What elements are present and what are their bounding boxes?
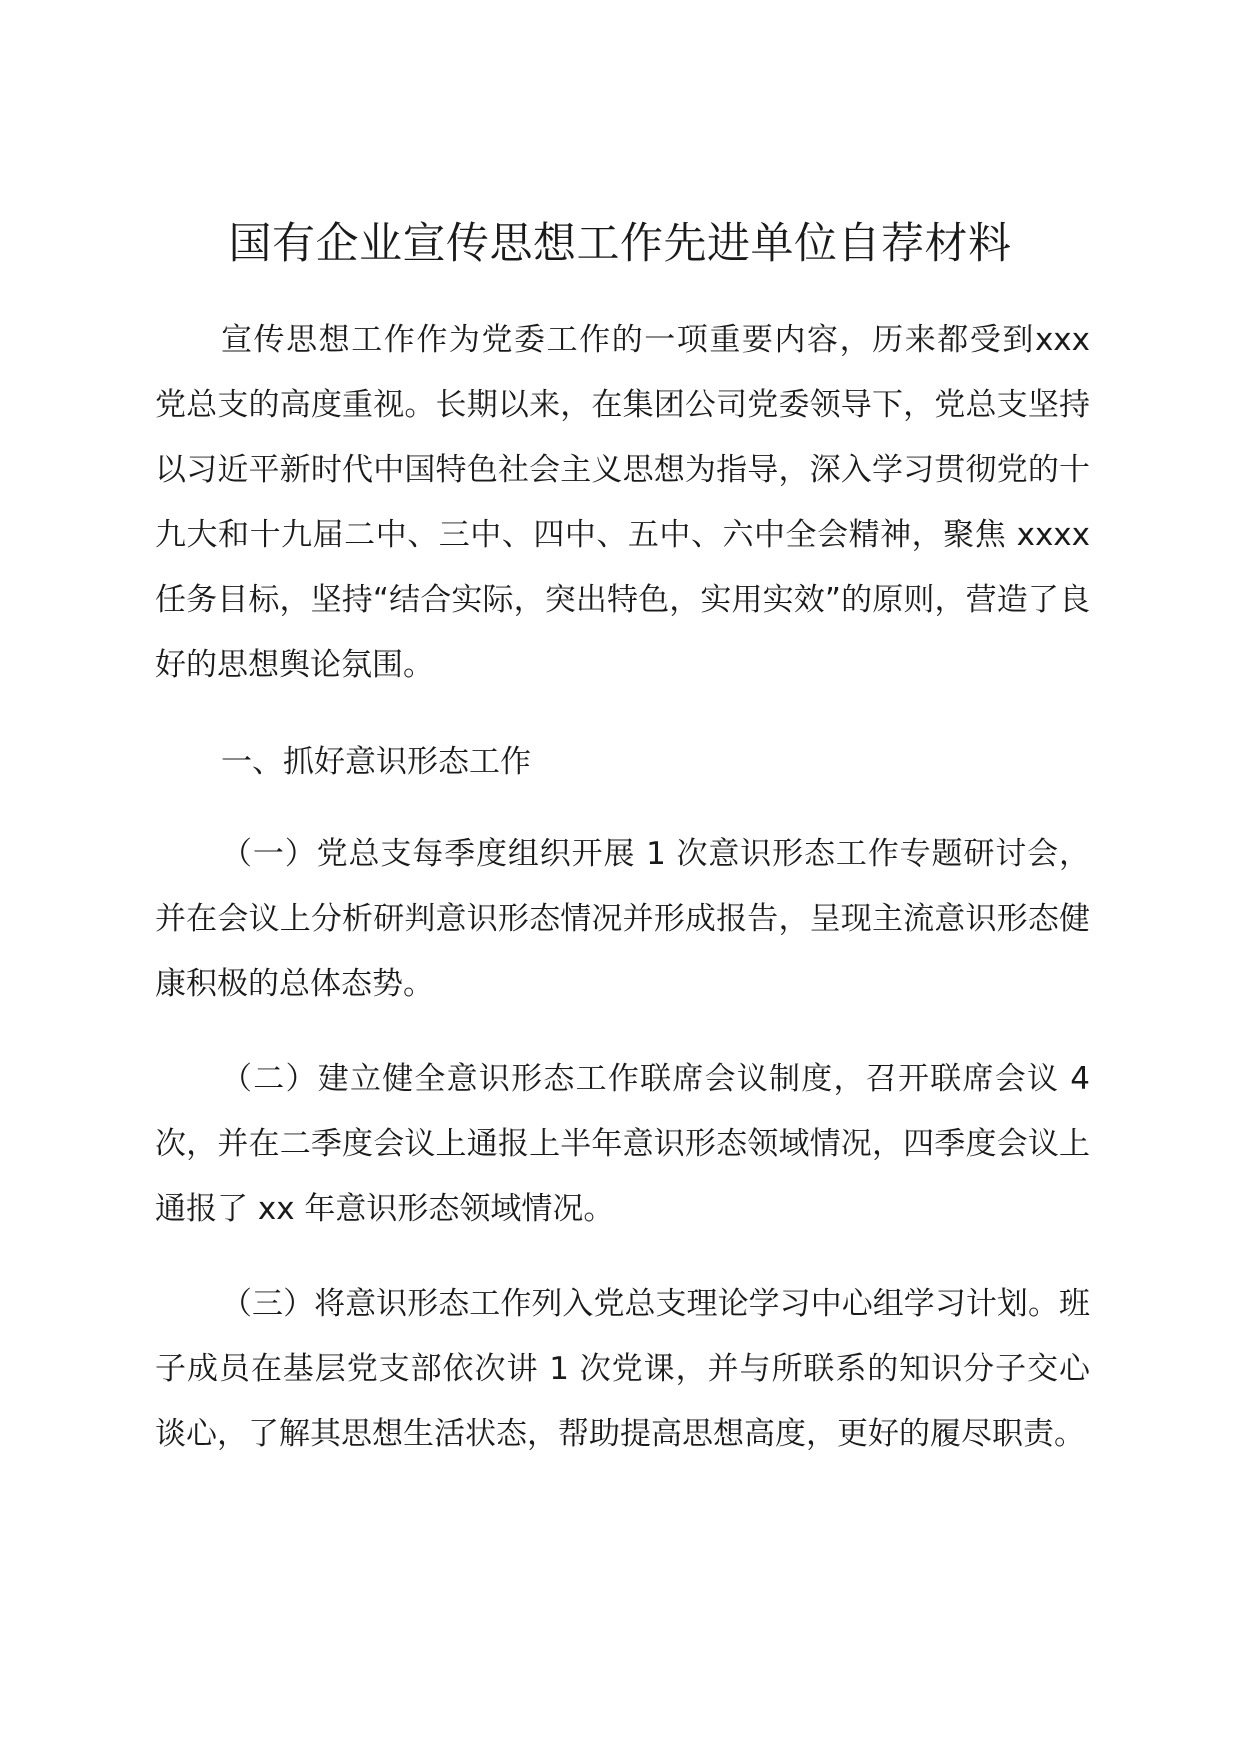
intro-paragraph: 宣传思想工作作为党委工作的一项重要内容，历来都受到xxx 党总支的高度重视。长期以来，在集团公司党委领导下，党总支坚持以习近平新时代中国特色社会主义思想为指导，深入学习贯彻党的十九大和十九届二中、三中、四中、五中、六中全会精神，聚焦 xxxx 任务目标，坚持“结合实际，突出特色，实用实效”的原则，营造了良好的思想舆论氛围。	[155, 322, 1090, 683]
section-item-paragraph: （三）将意识形态工作列入党总支理论学习中心组学习计划。班子成员在基层党支部依次讲 1 次党课，并与所联系的知识分子交心谈心，了解其思想生活状态，帮助提高思想高度，更好的履尽职责。	[155, 1286, 1090, 1452]
section-item-paragraph: （一）党总支每季度组织开展 1 次意识形态工作专题研讨会，并在会议上分析研判意识形态情况并形成报告，呈现主流意识形态健康积极的总体态势。	[155, 836, 1090, 1002]
section-item-paragraph: （二）建立健全意识形态工作联席会议制度，召开联席会议 4 次，并在二季度会议上通报上半年意识形态领域情况，四季度会议上通报了 xx 年意识形态领域情况。	[155, 1061, 1090, 1227]
section-heading: 一、抓好意识形态工作	[221, 744, 531, 780]
document-title: 国有企业宣传思想工作先进单位自荐材料	[228, 219, 1012, 269]
